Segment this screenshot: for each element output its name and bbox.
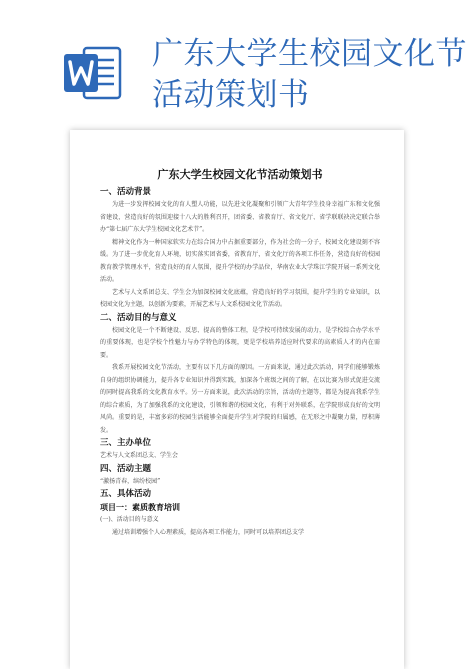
sub-heading: (一)、活动目的与意义 — [100, 516, 159, 523]
section-heading: 五、具体活动 — [100, 489, 152, 499]
document-preview — [70, 130, 404, 669]
paragraph: 精神文化作为一种国家软实力在综合国力中占据重要部分，作为社会的一分子，校园文化建设刻不容缓。为了进一步优化育人环境，切实落实团省委，省教育厅，省文化厅的各项工作任务，营造良好的校园教育教学管理水平，营造良好的育人氛围，提升学校的办学品位，华南农业大学珠江学院开展一系列文化活动。 — [100, 238, 380, 283]
theme-text: “激扬青春，缤纷校园” — [100, 477, 161, 485]
header-banner — [0, 0, 474, 118]
paragraph: 艺术与人文系团总支、学生会为加深校园文化底蕴，营造良好的学习氛围，提升学生的专业知识，以校园文化为主题，以创新为要素，开展艺术与人文系校园文化节活动。 — [100, 288, 380, 308]
project-heading: 项目一：素质教育培训 — [100, 503, 180, 512]
section-heading: 三、主办单位 — [100, 438, 152, 448]
paragraph: 校园文化是一个不断建设、反思、提高的整体工程，是学校可持续发展的动力，是学校综合办学水平的重要体现，也是学校个性魅力与办学特色的体现，更是学校培养适应时代要求的高素质人才的内在需要。 — [100, 326, 380, 359]
page-title — [152, 34, 467, 116]
word-icon — [62, 42, 124, 104]
document-title: 广东大学生校园文化节活动策划书 — [157, 168, 323, 181]
section-heading: 二、活动目的与意义 — [100, 312, 177, 323]
organizer-text: 艺术与人文系团总支、学生会 — [100, 452, 179, 459]
section-heading: 一、活动背景 — [100, 187, 152, 197]
paragraph: 为进一步发挥校园文化的育人塑人功能，以先进文化凝聚和引领广大青年学生投身幸福广东和文化强省建设，营造良好的氛围迎接十八大的胜利召开，团省委、省教育厅、省文化厅、省学联联袂决定联合举办“第七届广东大学生校园文化艺术节”。 — [100, 201, 380, 233]
document-body — [100, 166, 380, 539]
section-heading: 四、活动主题 — [100, 463, 152, 474]
page-title-line1: 广东大学生校园文化节 — [152, 36, 467, 72]
paragraph: 通过培训增强个人心理素质，提高各项工作能力，同时可以培养团总支学 — [112, 528, 305, 536]
page-title-line2: 活动策划书 — [152, 77, 310, 113]
paragraph: 我系开展校园文化节活动，主要有以下几方面的原因。一方面来说，通过此次活动，同学们能够锻炼自身的组织协调能力，提升各专业知识并得到实践，加深各个班级之间的了解，在以比赛为形式促进交流的同时提高我系的文化教育水平。另一方面来说，此次活动的宗旨，活动的主题等，都是为提高我系学生的综合素质，为了加强我系的文化建设，引领和谐的校园文化，有利于对外联系，在学院形成良好的文明风尚。重要的是，丰富多彩的校园生活能够全面提升学生对学院的归属感，在无形之中凝聚力量，厚积薄发。 — [100, 364, 380, 434]
